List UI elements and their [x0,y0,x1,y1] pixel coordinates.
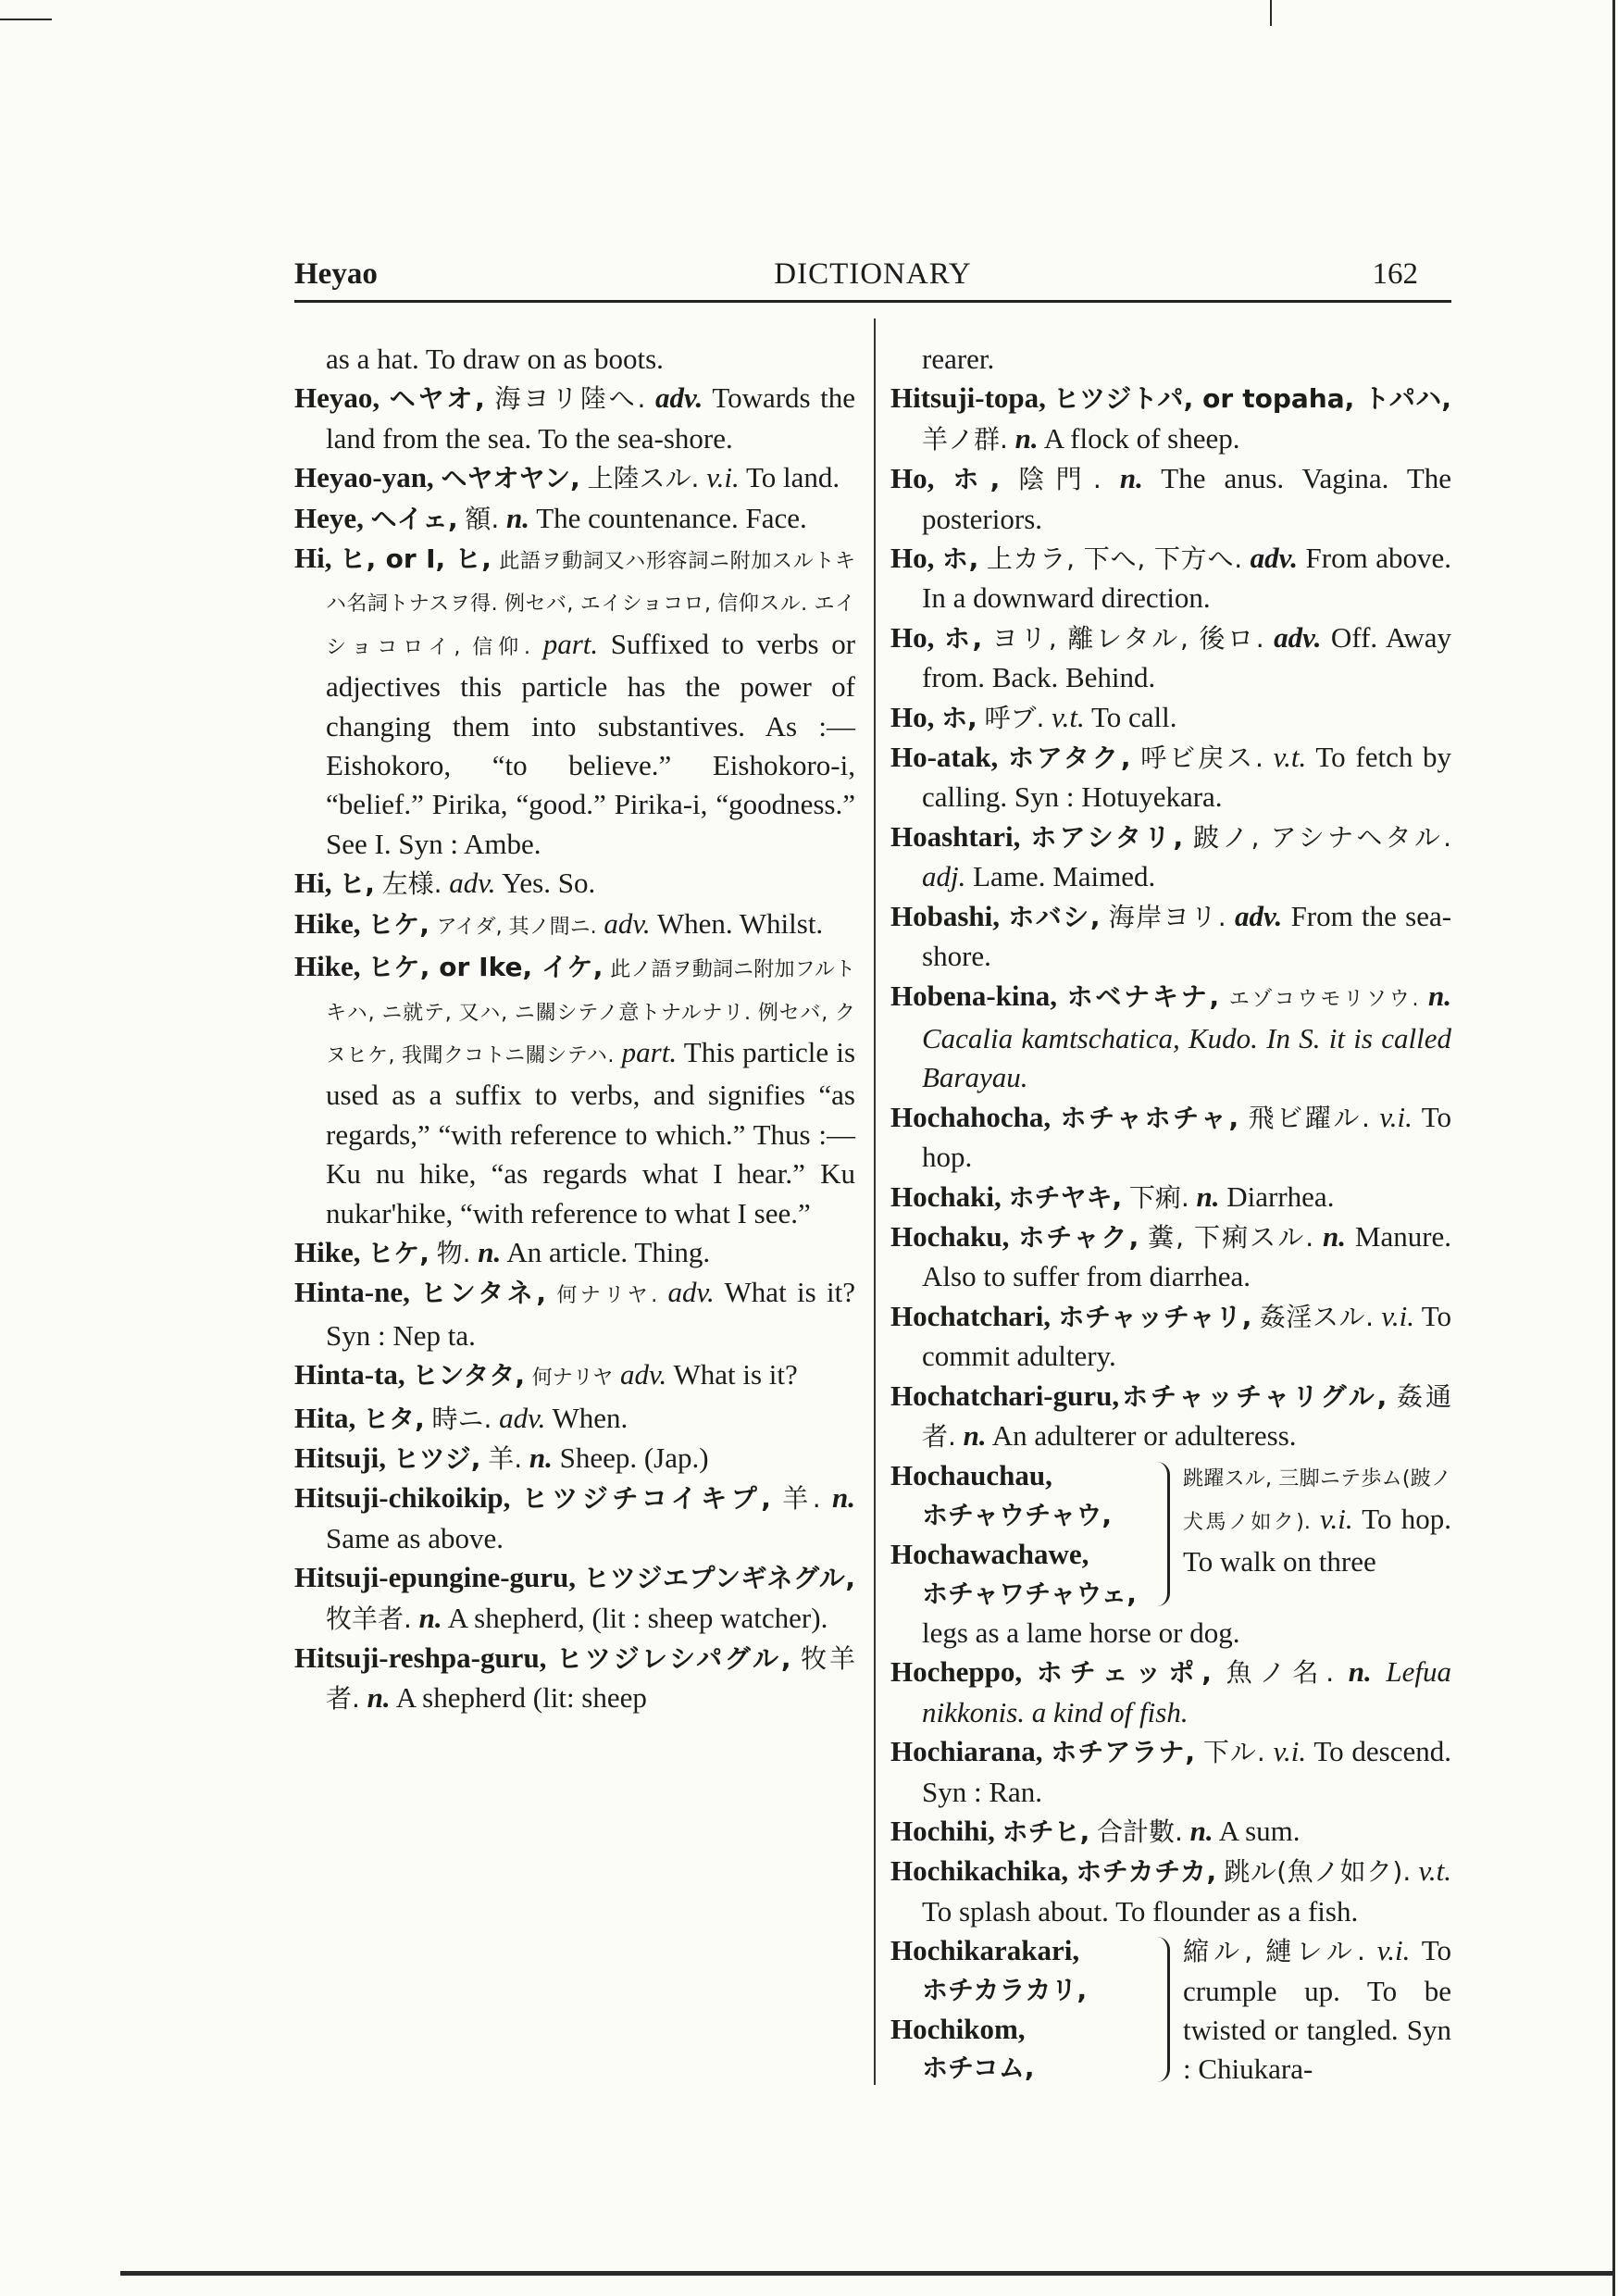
entry-kanji: 何ナリヤ. [556,1284,658,1308]
entry-kana: ホチャホチャ, [1060,1102,1239,1133]
entry-headword: Ho, [890,462,935,495]
dictionary-entry [890,738,1451,817]
entry-definition: This particle is used as a suffix to verbs, and signifies “as regards,” “with reference to which.” Thus :—Ku nu hike, “as regards what I hear.” Ku nukar'hike, “with reference to what I see.” [326,1035,856,1229]
entry-pos: n. [1428,979,1452,1012]
entry-definition: A shepherd, (lit : sheep watcher). [447,1601,828,1634]
entry-kana: ヒ, [339,868,375,900]
entry-kanji: 此ノ語ヲ動詞ニ附加フルトキハ, ニ就テ, 又ハ, ニ關シテノ意トナルナリ. 例セバ, クヌヒケ, 我聞クコトニ關シテハ. [326,958,856,1067]
dictionary-entry [294,947,855,1233]
dictionary-entry [294,340,855,379]
entry-pos: n. [418,1601,442,1634]
entry-pos: v.i. [1379,1100,1413,1133]
entry-kana: ホアタク, [1007,742,1131,774]
entry-kanji: 物. [436,1237,471,1268]
dictionary-entry [890,1217,1451,1297]
entry-headword: Hochaku, [890,1219,1010,1253]
entry-kana: ホチヒ, [1002,1816,1090,1848]
entry-kanji: 呼ブ. [984,702,1045,733]
scan-edge-mark-top-right [1270,0,1272,26]
entry-headword: Hike, [294,950,361,983]
entry-definition: Diarrhea. [1226,1179,1335,1213]
entry-pos: adv. [1274,620,1322,654]
entry-kana: ホチャッチャリ, [1058,1301,1252,1332]
entry-kanji: 此語ヲ動詞又ハ形容詞ニ附加スルトキハ名詞トナスヲ得. 例セバ, エイショコロ, 信仰スル. エイショコロイ, 信仰. [326,550,855,659]
entry-headword: Hike, [294,906,361,940]
entry-kana: ホチカチカ, [1076,1856,1217,1888]
entry-headword: Heyao-yan, [294,461,434,494]
dictionary-entry [294,1355,855,1398]
dictionary-entry [294,379,855,458]
entry-definition: A shepherd (lit: sheep [395,1681,647,1715]
entry-definition: Same as above. [326,1521,504,1554]
entry-definition: To hop. To walk on three [1183,1502,1452,1578]
entry-kana: ホチャッチャリグル, [1119,1380,1388,1412]
braced-entry-group [890,1931,1451,2090]
entry-kana: ホベナキナ, [1066,980,1220,1012]
entry-headword: Hitsuji-reshpa-guru, [294,1641,547,1674]
dictionary-entry [294,1558,855,1639]
scan-bottom-rule [120,2271,1612,2276]
entry-kanji: 跛ノ, アシナヘタル. [1193,821,1451,853]
dictionary-entry [890,1377,1451,1457]
entry-kana: ヒタ, [363,1403,425,1434]
entry-headword: Hitsuji-topa, [890,381,1046,415]
entry-definition: The countenance. Face. [536,501,807,534]
entry-kanji: 海岸ヨリ. [1108,901,1226,932]
dictionary-entry [294,1273,855,1355]
entry-kanji: 下痢. [1128,1181,1189,1213]
entry-pos: v.i. [1376,1934,1411,1967]
entry-pos: n. [505,501,529,534]
group-definition [1177,1931,1451,2090]
entry-pos: adv. [654,381,703,415]
entry-definition: To fetch by calling. Syn : Hotuyekara. [922,741,1452,814]
entry-pos: adv. [1250,542,1299,575]
entry-kanji: 跳ル(魚ノ如ク). [1224,1856,1412,1888]
running-head [294,252,1451,303]
page-number: 162 [1372,257,1418,291]
column-divider [874,318,876,2085]
entry-definition: What is it? Syn : Nep ta. [326,1276,855,1352]
entry-kanji: 何ナリヤ [531,1366,614,1391]
dictionary-entry [890,539,1451,618]
entry-kanji: 陰門. [1018,464,1101,495]
entry-kana: ホチアラナ, [1051,1737,1196,1768]
entry-definition: Yes. So. [502,867,596,900]
entry-headword: Hitsuji, [294,1441,387,1474]
entry-definition: Cacalia kamtschatica, Kudo. In S. it is called Barayau. [922,1021,1451,1094]
entry-pos: adv. [667,1276,715,1309]
entry-headword: Hita, [294,1401,356,1434]
dictionary-entry [294,864,855,904]
entry-pos: v.t. [1052,700,1085,733]
entry-kanji: 合計數. [1096,1816,1183,1848]
entry-kana: ホチカラカリ, [922,1974,1088,2005]
entry-kana: ホ, [943,622,983,654]
entry-headword: Hinta-ta, [294,1358,405,1391]
entry-definition: Lefua nikkonis. a kind of fish. [922,1655,1452,1728]
dictionary-entry [890,1812,1451,1852]
dictionary-entry [294,1479,855,1558]
entry-definition: To hop. [922,1100,1451,1174]
entry-kana: ヒツジエプンギネグル, [583,1563,856,1594]
entry-kana: ホチャク, [1018,1221,1139,1253]
entry-kana: ヒケ, or Ike, イケ, [367,952,604,983]
entry-kana: ヒンタネ, [420,1278,547,1309]
entry-pos: n. [1014,421,1039,455]
entry-pos: adv. [620,1358,667,1391]
entry-kana: ヘヤオヤン, [441,463,580,494]
dictionary-entry [890,1732,1451,1812]
entry-headword: Ho, [890,542,935,575]
entry-headword: Hi, [294,542,332,575]
entry-kanji: 上陸スル. [587,463,700,494]
dictionary-entry [890,459,1451,539]
entry-headword: Hi, [294,867,332,900]
entry-definition: A sum. [1218,1815,1301,1848]
entry-kana: ヒケ, [367,1237,429,1268]
dictionary-entry [294,1233,855,1273]
entry-headword: Hochauchau, [890,1459,1052,1492]
dictionary-entry [294,905,855,947]
entry-pos: v.i. [1273,1735,1307,1768]
guide-word: Heyao [294,257,378,291]
right-column [890,340,1451,2090]
entry-kanji: 跳躍スル, 三脚ニテ歩ム(跛ノ犬馬ノ如ク). [1183,1467,1451,1534]
entry-kana: ヘヤオ, [389,383,485,415]
entry-definition: From above. In a downward direction. [922,542,1452,615]
entry-kana: ヒケ, [367,908,429,940]
dictionary-entry [890,1614,1451,1653]
entry-pos: part. [621,1035,678,1068]
entry-definition: An adulterer or adulteress. [991,1418,1297,1452]
page-title: DICTIONARY [774,257,972,291]
entry-kana: ヒ, or I, ヒ, [339,543,492,575]
entry-definition: To splash about. To flounder as a fish. [922,1894,1359,1928]
entry-pos: adv. [499,1401,546,1434]
entry-pos: adj. [922,860,966,893]
entry-headword: Heye, [294,501,364,534]
entry-kana: ヒンタタ, [412,1360,525,1391]
entry-kana: ヒツジチコイキプ, [521,1483,771,1515]
entry-kanji: 牧羊者. [326,1643,855,1715]
entry-pos: v.i. [706,461,740,494]
scan-edge-line-right [1612,0,1615,2296]
entry-pos: n. [1119,462,1143,495]
entry-headword: Hochaki, [890,1179,1002,1213]
braced-entry-group [890,1456,1451,1614]
entry-headword: Hochiarana, [890,1735,1043,1768]
entry-headword: Hike, [294,1235,361,1268]
entry-pos: v.i. [1320,1502,1353,1535]
entry-headword: Hochatchari-guru, [890,1379,1120,1412]
entry-headword: Hinta-ne, [294,1276,410,1309]
entry-definition: as a hat. To draw on as boots. [326,343,664,375]
entry-kanji: 時ニ. [431,1403,492,1434]
dictionary-entry [294,458,855,498]
entry-kanji: 羊. [488,1442,523,1474]
entry-kanji: 下ル. [1202,1737,1265,1768]
entry-headword: Hocheppo, [890,1655,1023,1689]
entry-definition: Manure. Also to suffer from diarrhea. [922,1219,1452,1293]
entry-definition: legs as a lame horse or dog. [922,1616,1240,1649]
entry-pos: n. [1323,1219,1347,1253]
dictionary-entry [890,698,1451,738]
dictionary-entry [890,340,1451,379]
dictionary-entry [890,897,1451,977]
group-definition [1177,1456,1451,1614]
entry-pos: adv. [1234,899,1283,932]
entry-kanji: 海ヨリ陸へ. [494,383,646,415]
entry-kana: ホチャウチャウ, [922,1499,1112,1530]
entry-definition: When. Whilst. [656,906,824,940]
entry-kanji: 糞, 下痢スル. [1148,1221,1314,1253]
entry-kana: ホ, [952,464,1001,495]
entry-headword: Heyao, [294,381,380,415]
entry-kanji: 姦淫スル. [1259,1301,1375,1332]
entry-kanji: 縮ル, 縺レル. [1183,1936,1365,1967]
entry-kana: ホチコム, [922,2053,1035,2084]
dictionary-entry [294,539,855,864]
entry-headword: Ho, [890,620,935,654]
entry-headword: Hitsuji-chikoikip, [294,1481,511,1515]
entry-pos: n. [529,1441,553,1474]
entry-pos: adv. [449,867,496,900]
entry-definition: To crumple up. To be twisted or tangled. Syn : Chiukara- [1183,1934,1451,2086]
entry-definition: Suffixed to verbs or adjectives this particle has the power of changing them into substantives. As :—Eishokoro, “to believe.” Eishokoro-i, “belief.” Pirika, “good.” Pirika-i, “goodness.” See I. Syn : Ambe. [326,627,856,860]
entry-kanji: 羊ノ群. [922,423,1008,455]
scan-edge-mark-top-left [0,19,52,20]
entry-definition: Lame. Maimed. [973,860,1156,893]
entry-pos: n. [1196,1179,1220,1213]
dictionary-entry [890,1098,1451,1178]
entry-definition: Towards the land from the sea. To the sea-shore. [326,381,856,455]
entry-headword: Ho-atak, [890,741,999,774]
entry-definition: A flock of sheep. [1043,421,1240,455]
entry-kana: ヒツジトパ, or topaha, トパハ, [1052,383,1452,415]
entry-kanji: 飛ビ躍ル. [1248,1102,1370,1133]
entry-definition: From the sea-shore. [922,899,1452,973]
entry-definition: To descend. Syn : Ran. [922,1735,1451,1808]
entry-pos: n. [1189,1815,1214,1848]
entry-definition: Sheep. (Jap.) [559,1441,709,1474]
entry-headword: Hochihi, [890,1815,995,1848]
entry-headword: Hochikom, [890,2013,1026,2046]
entry-headword: Hochikachika, [890,1854,1069,1888]
entry-headword: Hochahocha, [890,1100,1052,1133]
entry-kanji: 魚ノ名. [1226,1657,1335,1689]
entry-kanji: 額. [465,503,500,534]
entry-kanji: 羊. [782,1483,821,1515]
entry-kana: ヘイェ, [370,503,458,534]
dictionary-entry [890,817,1451,897]
entry-pos: n. [1348,1655,1372,1689]
entry-headword: Hoashtari, [890,819,1021,853]
brace-mark [1151,1937,1170,2082]
entry-kana: ヒツジレシパグル, [556,1643,791,1674]
entry-pos: v.i. [1381,1299,1414,1332]
entry-pos: n. [478,1235,502,1268]
entry-kana: ホバシ, [1008,901,1101,932]
entry-kanji: 姦通者. [922,1380,1451,1452]
entry-kanji: 呼ビ戻ス. [1140,742,1263,774]
entry-definition: rearer. [922,343,995,375]
entry-headword: Hobashi, [890,899,1001,932]
entry-kana: ヒツジ, [392,1442,481,1474]
entry-kana: ホチヤキ, [1008,1181,1123,1213]
group-headwords [890,1456,1151,1614]
entry-pos: adv. [604,906,651,940]
dictionary-entry [890,977,1451,1098]
brace-mark [1151,1462,1170,1606]
entry-definition: The anus. Vagina. The posteriors. [922,462,1452,535]
entry-kana: ホチャワチャウェ, [922,1578,1137,1609]
entry-headword: Hochatchari, [890,1299,1052,1332]
entry-definition: What is it? [673,1358,798,1391]
entry-definition: To call. [1090,700,1177,733]
dictionary-entry [890,1852,1451,1931]
entry-kanji: 左様. [381,868,442,900]
dictionary-entry [890,618,1451,698]
dictionary-entry [890,1653,1451,1732]
entry-definition: To land. [745,461,840,494]
entry-kanji: エゾコウモリソウ. [1228,987,1419,1011]
dictionary-entry [294,499,855,539]
entry-kana: ホアシタリ, [1030,821,1184,853]
entry-pos: n. [963,1418,987,1452]
entry-definition: An article. Thing. [506,1235,711,1268]
dictionary-entry [294,1639,855,1719]
entry-kanji: 上カラ, 下へ, 下方へ. [986,543,1243,575]
dictionary-entry [294,1439,855,1479]
entry-kana: ホ, [941,543,979,575]
entry-pos: v.t. [1418,1854,1452,1888]
entry-pos: n. [832,1481,856,1515]
entry-definition: To commit adultery. [922,1299,1452,1373]
entry-kanji: ヨリ, 離レタル, 後ロ. [991,622,1264,654]
entry-pos: n. [367,1681,391,1715]
dictionary-entry [294,1399,855,1439]
dictionary-entry [890,1297,1451,1377]
entry-headword: Hobena-kina, [890,979,1058,1012]
dictionary-entry [890,1178,1451,1217]
dictionary-entry [890,379,1451,459]
entry-headword: Hochikarakari, [890,1934,1080,1967]
group-headwords [890,1931,1151,2090]
entry-kana: ホチェッポ, [1036,1657,1212,1689]
entry-definition: When. [552,1401,629,1434]
entry-headword: Ho, [890,700,935,733]
entry-kanji: アイダ, 其ノ間ニ. [436,915,597,939]
entry-headword: Hitsuji-epungine-guru, [294,1561,577,1594]
entry-kanji: 牧羊者. [326,1603,412,1634]
entry-pos: v.t. [1273,741,1307,774]
entry-pos: part. [542,627,599,660]
entry-headword: Hochawachawe, [890,1538,1089,1571]
entry-definition: Off. Away from. Back. Behind. [922,620,1452,694]
left-column [294,340,855,1719]
entry-kana: ホ, [941,702,977,733]
